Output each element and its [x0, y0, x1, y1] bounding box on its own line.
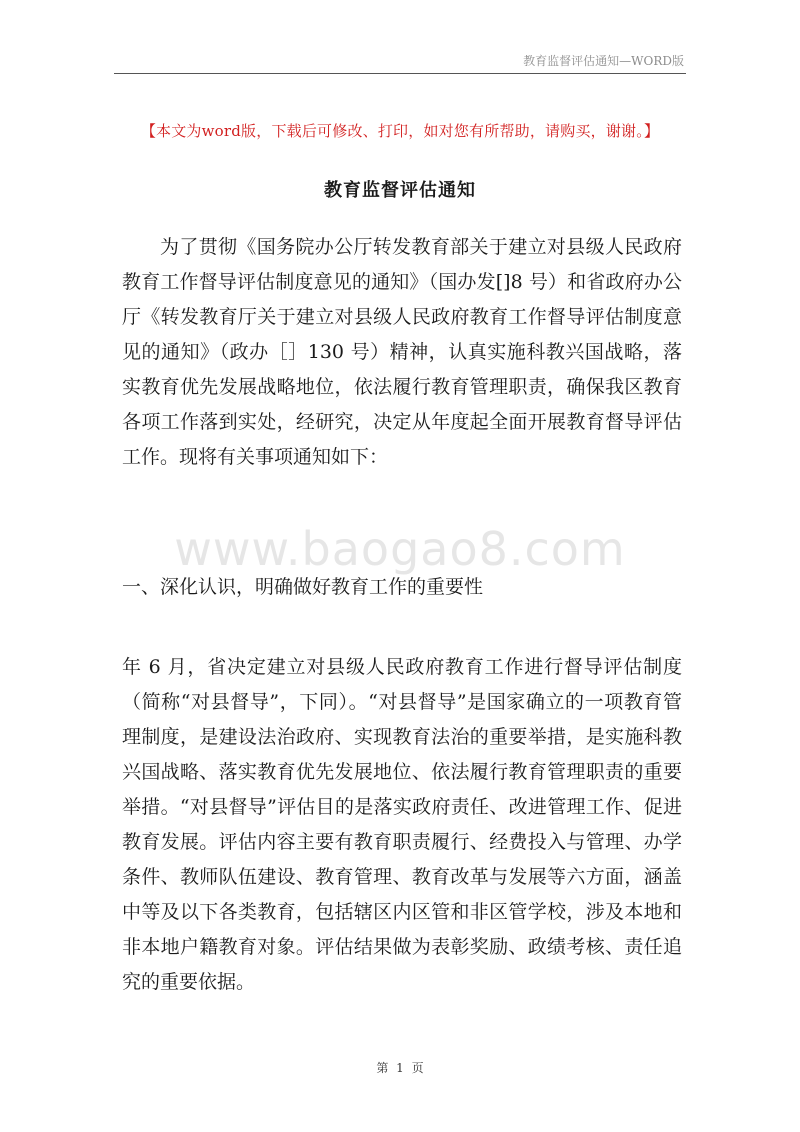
purchase-notice: 【本文为word版，下载后可修改、打印，如对您有所帮助，请购买，谢谢。】 — [140, 122, 660, 140]
section-heading-1: 一、深化认识，明确做好教育工作的重要性 — [122, 576, 484, 598]
section-1-paragraph: 年 6 月，省决定建立对县级人民政府教育工作进行督导评估制度（简称“对县督导”，下同）。“对县督导”是国家确立的一项教育管理制度，是建设法治政府、实现教育法治的重要举措，是实施科教兴国战略、落实教育优先发展地位、依法履行教育管理职责的重要举措。“对县督导”评估目的是落实政府责任、改进管理工作、促进教育发展。评估内容主要有教育职责履行、经费投入与管理、办学条件、教师队伍建设、教育管理、教育改革与发展等六方面，涵盖中等及以下各类教育，包括辖区内区管和非区管学校，涉及本地和非本地户籍教育对象。评估结果做为表彰奖励、政绩考核、责任追究的重要依据。 — [122, 656, 682, 993]
watermark: www.baogao8.com — [174, 522, 626, 576]
intro-paragraph: 为了贯彻《国务院办公厅转发教育部关于建立对县级人民政府教育工作督导评估制度意见的通知》（国办发[]8 号）和省政府办公厅《转发教育厅关于建立对县级人民政府教育工作督导评估制度意见的通知》（政办［］130 号）精神，认真实施科教兴国战略，落实教育优先发展战略地位，依法履行教育管理职责，确保我区教育各项工作落到实处，经研究，决定从年度起全面开展教育督导评估工作。现将有关事项通知如下： — [122, 236, 682, 468]
running-header: 教育监督评估通知—WORD版 — [523, 54, 684, 68]
header-divider — [114, 73, 686, 74]
page-number: 第 1 页 — [376, 1061, 424, 1075]
document-title: 教育监督评估通知 — [324, 180, 476, 201]
